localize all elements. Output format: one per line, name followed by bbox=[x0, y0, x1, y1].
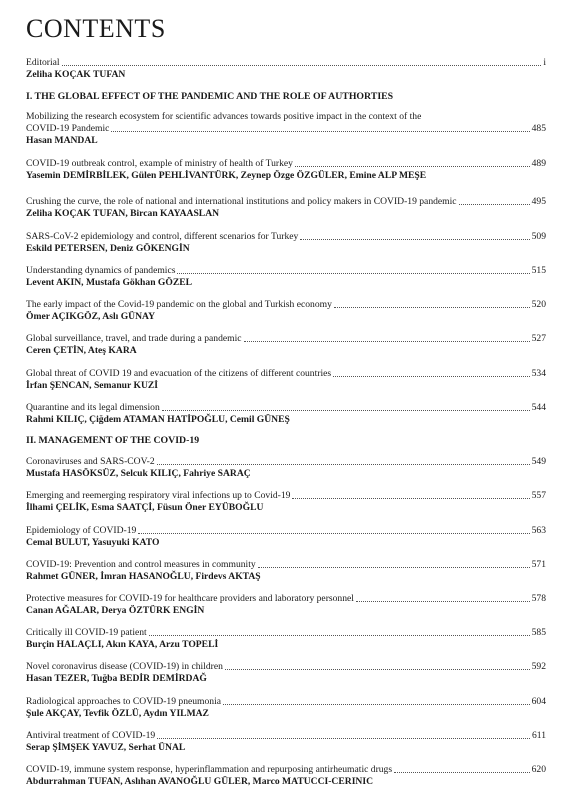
dot-leader bbox=[177, 273, 529, 274]
toc-entry-authors: Rahmet GÜNER, İmran HASANOĞLU, Firdevs AKTAŞ bbox=[26, 571, 261, 582]
toc-entry[interactable] bbox=[26, 627, 546, 651]
toc-entry-title: Critically ill COVID-19 patient bbox=[26, 627, 147, 638]
toc-entry-authors: Ömer AÇIKGÖZ, Aslı GÜNAY bbox=[26, 311, 155, 322]
toc-entry-authors: Ceren ÇETİN, Ateş KARA bbox=[26, 345, 137, 356]
toc-entry-page: 571 bbox=[531, 559, 546, 570]
toc-entry[interactable] bbox=[26, 730, 546, 754]
toc-entry-title: Editorial bbox=[26, 57, 60, 68]
toc-title-line bbox=[26, 368, 546, 380]
toc-entry-page: 489 bbox=[531, 158, 546, 169]
toc-entry-page: i bbox=[543, 57, 546, 68]
toc-entry-authors: Zeliha KOÇAK TUFAN bbox=[26, 69, 126, 80]
toc-title-line bbox=[26, 490, 546, 502]
dot-leader bbox=[149, 635, 530, 636]
toc-title-line bbox=[26, 456, 546, 468]
dot-leader bbox=[333, 376, 529, 377]
toc-entry[interactable] bbox=[26, 299, 546, 323]
toc-entry-page: 485 bbox=[531, 123, 546, 134]
toc-entry-title-line-1: Mobilizing the research ecosystem for scientific advances towards positive impact in the context of the bbox=[26, 111, 422, 122]
toc-entry[interactable] bbox=[26, 402, 546, 426]
toc-entry-authors: Yasemin DEMİRBİLEK, Gülen PEHLİVANTÜRK, Zeynep Özge ÖZGÜLER, Emine ALP MEŞE bbox=[26, 170, 427, 181]
toc-entry-page: 585 bbox=[531, 627, 546, 638]
toc-entry-title: COVID-19: Prevention and control measures in community bbox=[26, 559, 256, 570]
toc-entry-page: 563 bbox=[531, 525, 546, 536]
toc-entry[interactable] bbox=[26, 661, 546, 685]
toc-entry[interactable] bbox=[26, 490, 546, 514]
toc-entry-title: The early impact of the Covid-19 pandemic on the global and Turkish economy bbox=[26, 299, 332, 310]
toc-entry-page: 520 bbox=[531, 299, 546, 310]
dot-leader bbox=[162, 410, 530, 411]
dot-leader bbox=[157, 464, 530, 465]
toc-title-line bbox=[26, 559, 546, 571]
toc-entry-title: Quarantine and its legal dimension bbox=[26, 402, 160, 413]
toc-entry-title: Antiviral treatment of COVID-19 bbox=[26, 730, 156, 741]
toc-entry-title: Understanding dynamics of pandemics bbox=[26, 265, 176, 276]
dot-leader bbox=[295, 166, 530, 167]
toc-entry-authors: Zeliha KOÇAK TUFAN, Bircan KAYAASLAN bbox=[26, 208, 220, 219]
toc-entry[interactable] bbox=[26, 696, 546, 720]
dot-leader bbox=[334, 307, 530, 308]
toc-entry-authors: Rahmi KILIÇ, Çiğdem ATAMAN HATİPOĞLU, Cemil GÜNEŞ bbox=[26, 414, 290, 425]
toc-title-line bbox=[26, 696, 546, 708]
toc-entry[interactable] bbox=[26, 764, 546, 788]
toc-entry-authors: Hasan TEZER, Tuğba BEDİR DEMİRDAĞ bbox=[26, 673, 207, 684]
page-title: CONTENTS bbox=[26, 14, 166, 43]
toc-entry-authors: Canan AĞALAR, Derya ÖZTÜRK ENGİN bbox=[26, 605, 205, 616]
toc-entry[interactable] bbox=[26, 559, 546, 583]
toc-entry-title: Epidemiology of COVID-19 bbox=[26, 525, 137, 536]
toc-entry-title: Global threat of COVID 19 and evacuation of the citizens of different countries bbox=[26, 368, 332, 379]
toc-entry[interactable] bbox=[26, 593, 546, 617]
dot-leader bbox=[292, 498, 529, 499]
toc-entry[interactable] bbox=[26, 265, 546, 289]
toc-entry[interactable] bbox=[26, 525, 546, 549]
toc-title-line bbox=[26, 196, 546, 208]
toc-entry-authors: Cemal BULUT, Yasuyuki KATO bbox=[26, 537, 160, 548]
toc-title-line bbox=[26, 402, 546, 414]
toc-entry-title: COVID-19, immune system response, hyperinflammation and repurposing antirheumatic drugs bbox=[26, 764, 393, 775]
toc-entry-title: Global surveillance, travel, and trade during a pandemic bbox=[26, 333, 242, 344]
toc-entry-page: 544 bbox=[531, 402, 546, 413]
toc-title-line bbox=[26, 661, 546, 673]
toc-entry[interactable] bbox=[26, 57, 546, 81]
dot-leader bbox=[356, 601, 530, 602]
toc-entry[interactable] bbox=[26, 333, 546, 357]
toc-entry-title: Crushing the curve, the role of national and international institutions and policy makers in COVID-19 pandemic bbox=[26, 196, 457, 207]
toc-entry-page: 534 bbox=[531, 368, 546, 379]
toc-entry-authors: Levent AKIN, Mustafa Gökhan GÖZEL bbox=[26, 277, 193, 288]
dot-leader bbox=[223, 704, 530, 705]
toc-title-line bbox=[26, 627, 546, 639]
toc-entry-authors: Eskild PETERSEN, Deniz GÖKENGİN bbox=[26, 243, 190, 254]
toc-entry[interactable] bbox=[26, 456, 546, 480]
toc-title-line bbox=[26, 57, 546, 69]
toc-entry-title: Protective measures for COVID-19 for healthcare providers and laboratory personnel bbox=[26, 593, 354, 604]
toc-entry[interactable] bbox=[26, 368, 546, 392]
toc-entry-page: 549 bbox=[531, 456, 546, 467]
toc-entry[interactable] bbox=[26, 158, 546, 182]
toc-title-line bbox=[26, 730, 546, 742]
toc-entry-title: SARS-CoV-2 epidemiology and control, different scenarios for Turkey bbox=[26, 231, 299, 242]
toc-entry-page: 509 bbox=[531, 231, 546, 242]
toc-entry-authors: Burçin HALAÇLI, Akın KAYA, Arzu TOPELİ bbox=[26, 639, 219, 650]
section-heading: II. MANAGEMENT OF THE COVID-19 bbox=[26, 435, 200, 446]
toc-entry-title: Radiological approaches to COVID-19 pneumonia bbox=[26, 696, 222, 707]
toc-entry-title: Coronaviruses and SARS-COV-2 bbox=[26, 456, 155, 467]
dot-leader bbox=[111, 131, 529, 132]
toc-entry-authors: Şule AKÇAY, Tevfik ÖZLÜ, Aydın YILMAZ bbox=[26, 708, 209, 719]
dot-leader bbox=[138, 533, 529, 534]
toc-entry[interactable] bbox=[26, 231, 546, 255]
toc-entry[interactable] bbox=[26, 196, 546, 220]
dot-leader bbox=[394, 772, 530, 773]
section-heading: I. THE GLOBAL EFFECT OF THE PANDEMIC AND THE ROLE OF AUTHORTIES bbox=[26, 91, 394, 102]
dot-leader bbox=[459, 204, 530, 205]
toc-entry-page: 592 bbox=[531, 661, 546, 672]
toc-entry-authors: İlhami ÇELİK, Esma SAATÇİ, Füsun Öner EYÜBOĞLU bbox=[26, 502, 264, 513]
toc-entry-authors: Mustafa HASÖKSÜZ, Selcuk KILIÇ, Fahriye SARAÇ bbox=[26, 468, 251, 479]
toc-entry-page: 557 bbox=[531, 490, 546, 501]
toc-title-line bbox=[26, 525, 546, 537]
toc-entry-page: 604 bbox=[531, 696, 546, 707]
toc-entry-page: 620 bbox=[531, 764, 546, 775]
toc-entry[interactable] bbox=[26, 111, 546, 147]
dot-leader bbox=[157, 738, 530, 739]
toc-title-line bbox=[26, 158, 546, 170]
toc-entry-title: COVID-19 outbreak control, example of ministry of health of Turkey bbox=[26, 158, 293, 169]
toc-title-line bbox=[26, 333, 546, 345]
toc-title-line bbox=[26, 299, 546, 311]
toc-title-line bbox=[26, 231, 546, 243]
toc-entry-title: Novel coronavirus disease (COVID-19) in children bbox=[26, 661, 223, 672]
toc-entry-authors: Hasan MANDAL bbox=[26, 135, 98, 146]
dot-leader bbox=[62, 65, 542, 66]
dot-leader bbox=[300, 239, 529, 240]
toc-title-line bbox=[26, 123, 546, 135]
toc-entry-page: 515 bbox=[531, 265, 546, 276]
toc-entry-authors: Serap ŞİMŞEK YAVUZ, Serhat ÜNAL bbox=[26, 742, 186, 753]
toc-entry-page: 495 bbox=[531, 196, 546, 207]
dot-leader bbox=[258, 567, 530, 568]
dot-leader bbox=[225, 669, 530, 670]
toc-entry-title: Emerging and reemerging respiratory viral infections up to Covid-19 bbox=[26, 490, 291, 501]
toc-entry-page: 611 bbox=[531, 730, 546, 741]
toc-entry-authors: İrfan ŞENCAN, Semanur KUZİ bbox=[26, 380, 159, 391]
toc-entry-title: COVID-19 Pandemic bbox=[26, 123, 110, 134]
toc-title-line bbox=[26, 265, 546, 277]
toc-entry-page: 578 bbox=[531, 593, 546, 604]
dot-leader bbox=[244, 341, 530, 342]
toc-title-line bbox=[26, 764, 546, 776]
toc-entry-authors: Abdurrahman TUFAN, Aslıhan AVANOĞLU GÜLER, Marco MATUCCI-CERINIC bbox=[26, 776, 374, 787]
toc-entry-page: 527 bbox=[531, 333, 546, 344]
toc-title-line bbox=[26, 593, 546, 605]
